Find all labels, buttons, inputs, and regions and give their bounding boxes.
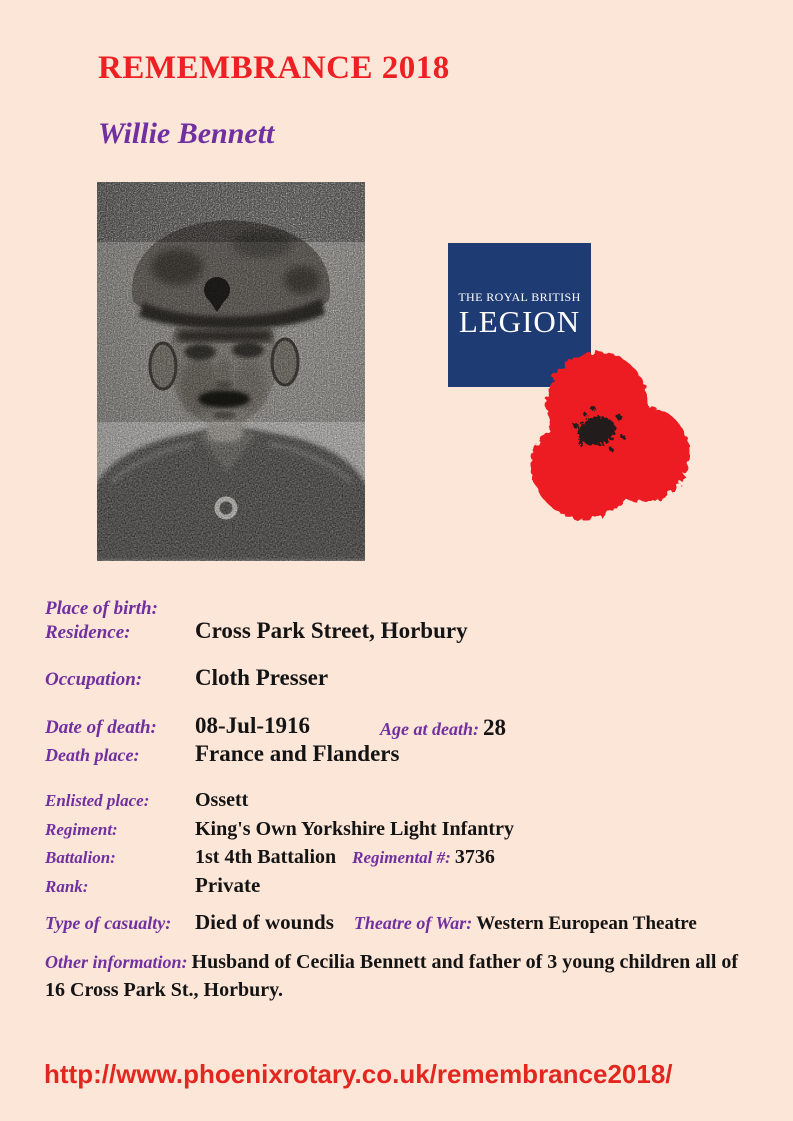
field-regimental-number	[352, 846, 495, 868]
legion-logo-line2: LEGION	[458, 304, 581, 339]
regimental-number-value: 3736	[454, 846, 495, 868]
regiment-label: Regiment:	[45, 820, 118, 839]
field-occupation	[45, 665, 765, 691]
date-of-death-value: 08-Jul-1916	[195, 713, 310, 738]
regiment-value: King's Own Yorkshire Light Infantry	[195, 818, 514, 840]
field-other-information	[45, 948, 761, 1005]
theatre-of-war-label: Theatre of War:	[353, 913, 473, 933]
age-at-death-label: Age at death:	[380, 719, 479, 739]
poppy-icon	[523, 344, 703, 539]
battalion-label: Battalion:	[45, 848, 116, 867]
field-place-of-birth	[45, 594, 765, 620]
rank-value: Private	[195, 873, 261, 897]
person-name: Willie Bennett	[98, 117, 275, 150]
occupation-value: Cloth Presser	[195, 665, 329, 690]
death-place-value: France and Flanders	[195, 741, 400, 766]
soldier-photo-graphic	[97, 182, 365, 561]
rank-label: Rank:	[45, 877, 89, 896]
date-of-death-label: Date of death:	[45, 717, 157, 738]
age-at-death-value: 28	[483, 715, 506, 740]
field-rank	[45, 873, 765, 897]
type-of-casualty-value: Died of wounds	[195, 910, 334, 934]
field-battalion	[45, 846, 765, 869]
death-place-label: Death place:	[45, 745, 140, 765]
type-of-casualty-label: Type of casualty:	[45, 913, 172, 933]
enlisted-place-label: Enlisted place:	[45, 791, 150, 810]
field-type-of-casualty	[45, 910, 765, 935]
regimental-number-label: Regimental #:	[352, 848, 451, 867]
legion-logo-line1: THE ROYAL BRITISH	[458, 290, 581, 304]
other-information-label: Other information:	[45, 952, 188, 972]
page-title: REMEMBRANCE 2018	[98, 50, 450, 86]
field-theatre-of-war	[353, 913, 697, 934]
occupation-label: Occupation:	[45, 669, 143, 690]
field-date-of-death	[45, 713, 765, 739]
field-residence	[45, 618, 765, 644]
enlisted-place-value: Ossett	[195, 789, 249, 811]
residence-label: Residence:	[45, 622, 131, 643]
field-age-at-death	[380, 715, 506, 741]
website-url[interactable]: http://www.phoenixrotary.co.uk/remembrance2018/	[44, 1059, 673, 1089]
field-regiment	[45, 818, 765, 841]
poppy-graphic	[523, 344, 703, 534]
field-death-place	[45, 741, 765, 767]
battalion-value: 1st 4th Battalion	[195, 846, 337, 868]
place-of-birth-label: Place of birth:	[45, 598, 158, 619]
residence-value: Cross Park Street, Horbury	[195, 618, 468, 643]
soldier-portrait-photo	[97, 182, 365, 561]
field-enlisted-place	[45, 789, 765, 812]
theatre-of-war-value: Western European Theatre	[476, 913, 697, 934]
other-information-value: Husband of Cecilia Bennett and father of 3 young children all of 16 Cross Park St., Horbury.	[45, 951, 739, 1002]
